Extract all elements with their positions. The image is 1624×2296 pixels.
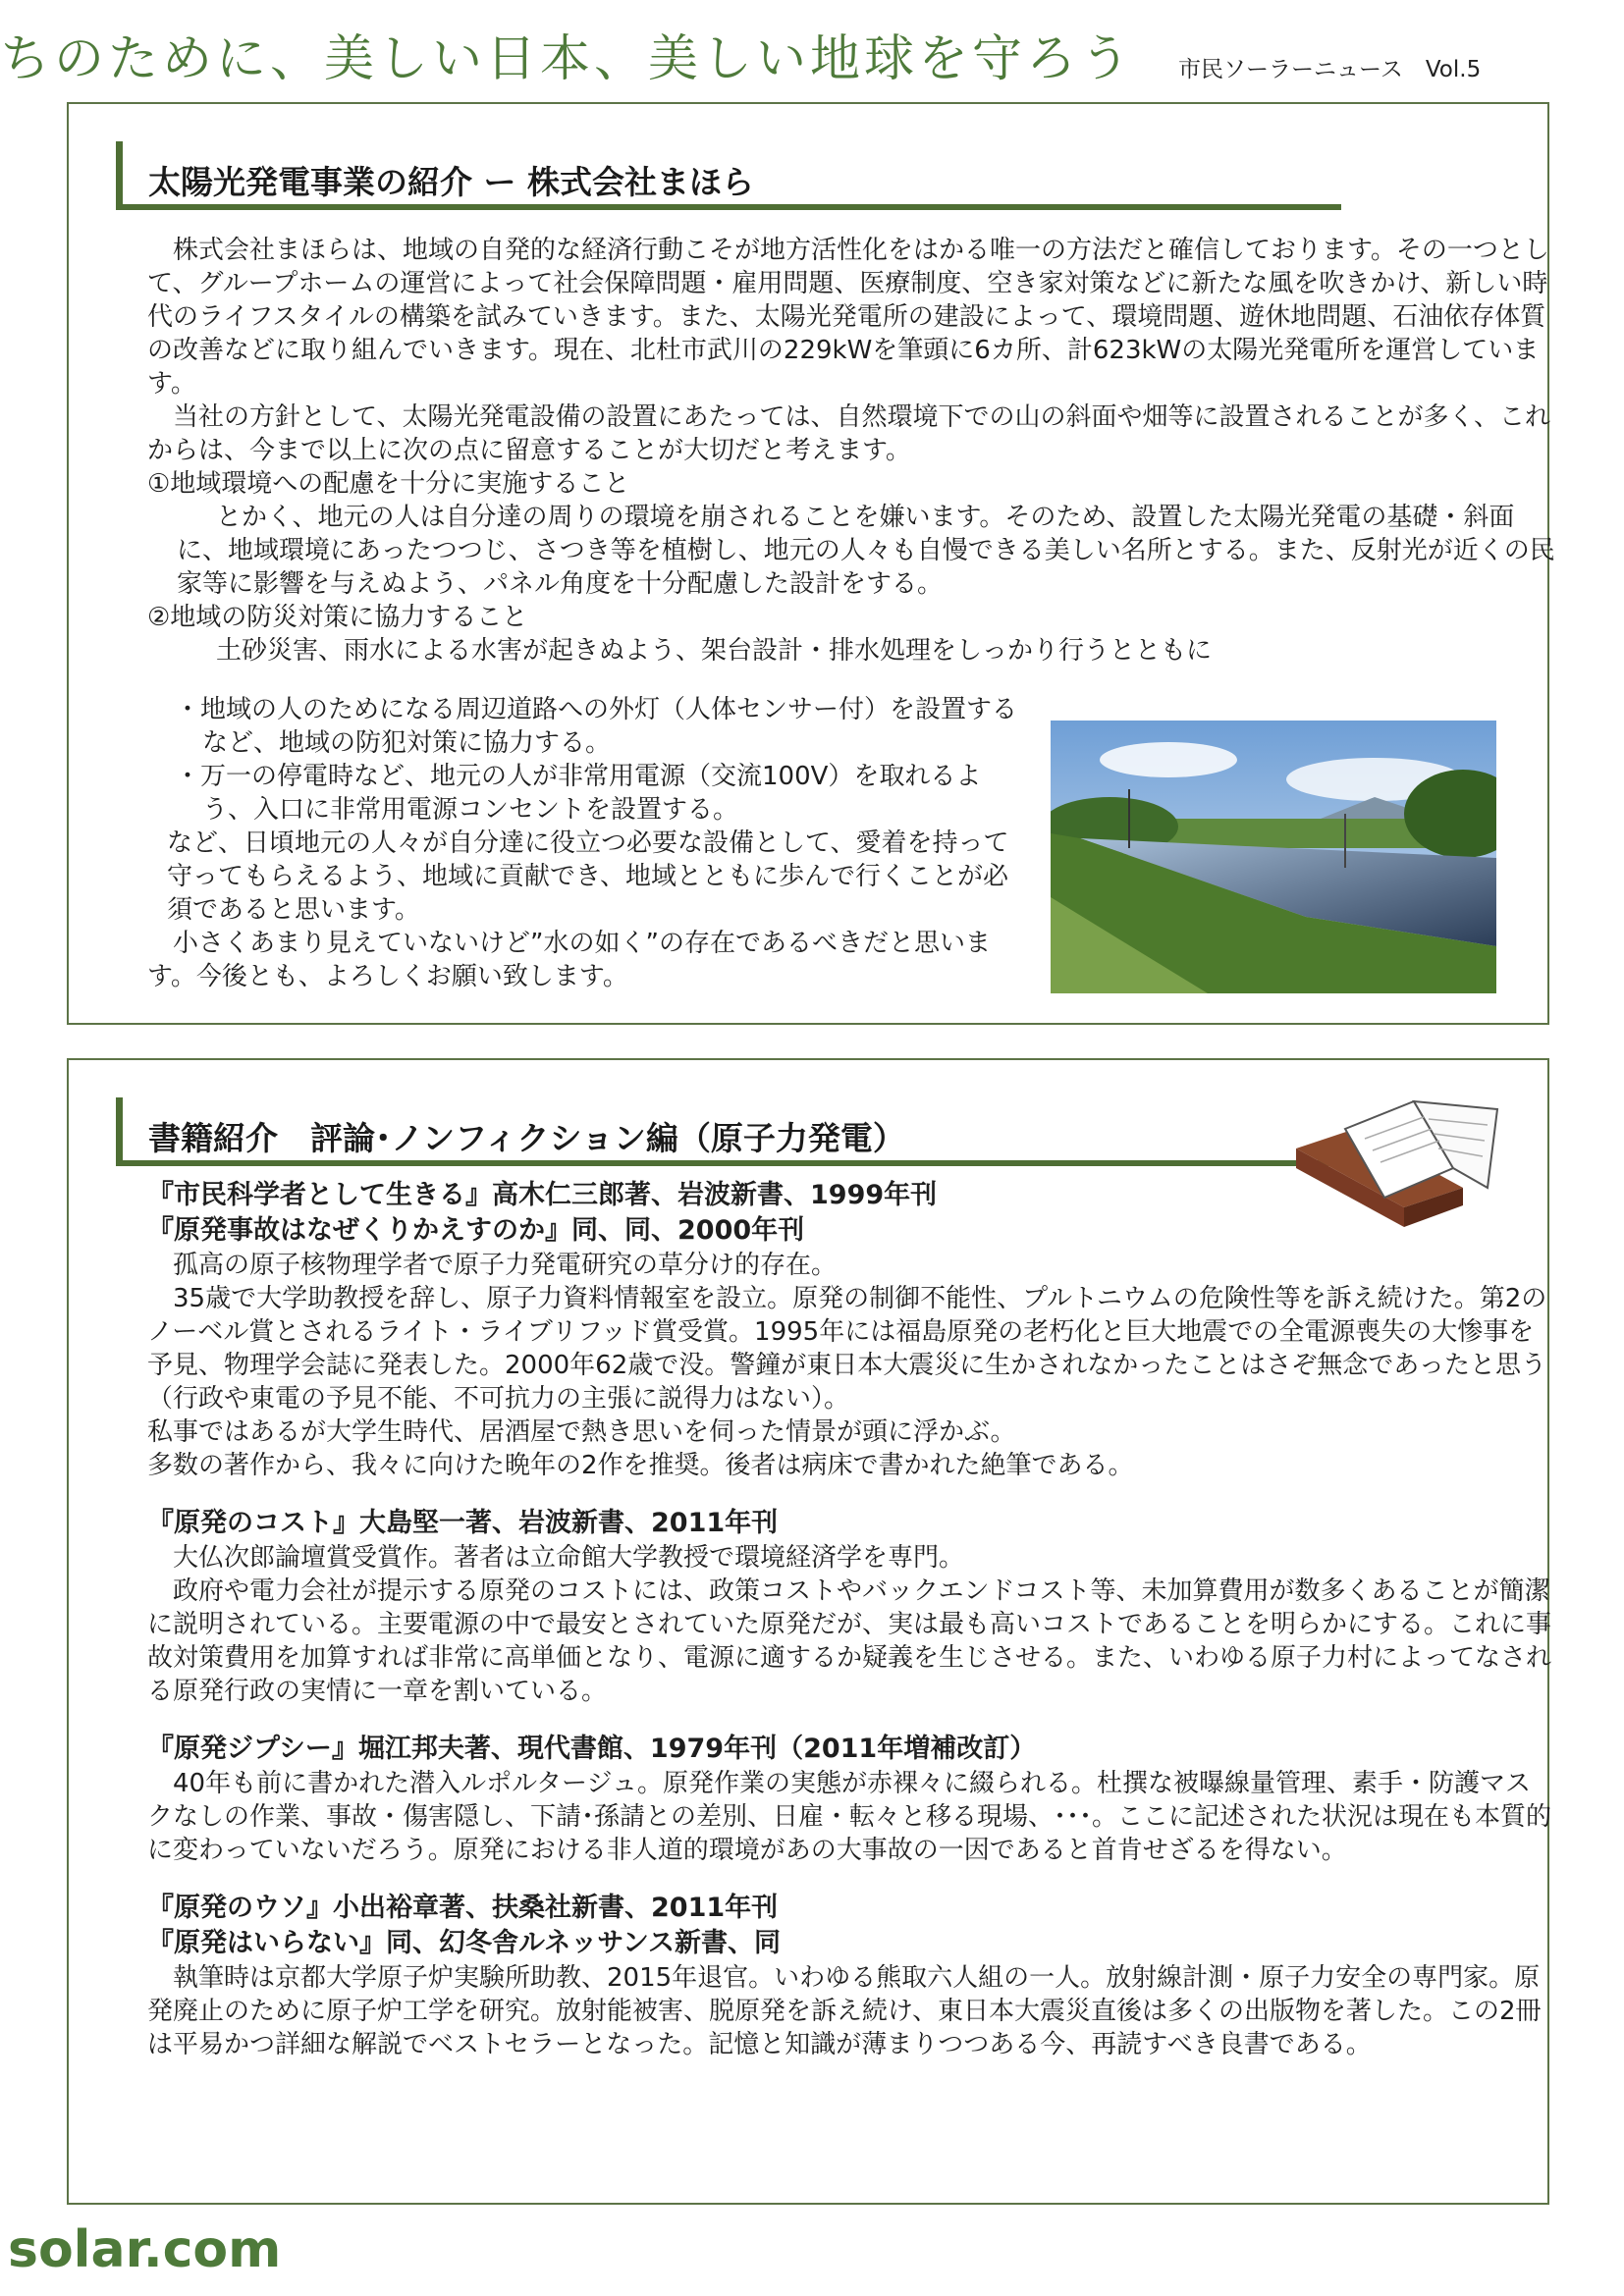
book-title: 『原発のウソ』小出裕章著、扶桑社新書、2011年刊 xyxy=(147,1893,779,1923)
review-line: 執筆時は京都大学原子炉実験所助教、2015年退官。いわゆる熊取六人組の一人。放射線計測・原子力安全の専門家。原発廃止のために原子炉工学を研究。放射能被害、脱原発を訴え続け、東日本大震災直後は多くの出版物を著した。この2冊は平易かつ詳細な解説でベストセラーとなった。記憶と知識が薄まりつつある今、再読すべき良書である。 xyxy=(147,1963,1542,2059)
book-list xyxy=(147,1178,1551,2061)
issue-label: 市民ソーラーニュース Vol.5 xyxy=(1178,57,1482,82)
book-title: 『原発事故はなぜくりかえすのか』同、同、2000年刊 xyxy=(147,1215,805,1246)
book-title: 『原発はいらない』同、幻冬舎ルネッサンス新書、同 xyxy=(147,1928,782,1958)
paragraph: 当社の方針として、太陽光発電設備の設置にあたっては、自然環境下での山の斜面や畑等に設置されることが多く、これからは、今まで以上に次の点に留意することが大切だと考えます。 xyxy=(147,402,1550,465)
list-heading: ①地域環境への配慮を十分に実施すること xyxy=(147,469,630,499)
book-entry xyxy=(147,1178,1551,1482)
list-body: 土砂災害、雨水による水害が起きぬよう、架台設計・排水処理をしっかり行うとともに xyxy=(216,636,1213,666)
paragraph: 小さくあまり見えていないけど”水の如く”の存在であるべきだと思います。今後とも、よろしくお願い致します。 xyxy=(147,929,991,991)
intro-text-bottom xyxy=(147,693,1031,993)
banner-slogan: ちのために、美しい日本、美しい地球を守ろう xyxy=(0,30,1135,88)
review-line: 孤高の原子核物理学者で原子力発電研究の草分け的存在。 xyxy=(173,1251,838,1280)
list-heading: ②地域の防災対策に協力すること xyxy=(147,603,528,632)
footer-site: solar.com xyxy=(8,2220,282,2279)
paragraph: 株式会社まほらは、地域の自発的な経済行動こそが地方活性化をはかる唯一の方法だと確信しております。その一つとして、グループホームの運営によって社会保障問題・雇用問題、医療制度、空き家対策などに新たな風を吹きかけ、新しい時代のライフスタイルの構築を試みていきます。また、太陽光発電所の建設によって、環境問題、遊休地問題、石油依存体質の改善などに取り組んでいきます。現在、北杜市武川の229kWを筆頭に6カ所、計623kWの太陽光発電所を運営しています。 xyxy=(147,236,1549,399)
bullet-item: ・万一の停電時など、地元の人が非常用電源（交流100V）を取れるよう、入口に非常用電源コンセントを設置する。 xyxy=(175,762,982,825)
review-line: 大仏次郎論壇賞受賞作。著者は立命館大学教授で環境経済学を専門。 xyxy=(173,1543,965,1573)
review-line: 政府や電力会社が提示する原発のコストには、政策コストやバックエンドコスト等、未加算費用が数多くあることが簡潔に説明されている。主要電源の中で最安とされていた原発だが、実は最も高いコストであることを明らかにする。これに事故対策費用を加算すれば非常に高単価となり、電源に適するか疑義を生じさせる。また、いわゆる原子力村によってなされる原発行政の実情に一章を割いている。 xyxy=(147,1576,1552,1706)
section-heading xyxy=(116,1097,1341,1166)
book-title: 『原発ジプシー』堀江邦夫著、現代書館、1979年刊（2011年増補改訂） xyxy=(147,1734,1037,1764)
book-title: 『市民科学者として生きる』高木仁三郎著、岩波新書、1999年刊 xyxy=(147,1180,938,1210)
paragraph: など、日頃地元の人々が自分達に役立つ必要な設備として、愛着を持って守ってもらえるよう、地域に貢献でき、地域とともに歩んで行くことが必須であると思います。 xyxy=(167,828,1009,925)
solar-farm-photo xyxy=(1051,721,1496,993)
review-line: 多数の著作から、我々に向けた晩年の2作を推奨。後者は病床で書かれた絶筆である。 xyxy=(147,1451,1134,1480)
company-intro-panel xyxy=(67,102,1555,1025)
book-entry xyxy=(147,1732,1551,1867)
book-entry xyxy=(147,1506,1551,1708)
section-heading xyxy=(116,141,1341,210)
book-review-panel xyxy=(67,1058,1552,2205)
review-line: 35歳で大学助教授を辞し、原子力資料情報室を設立。原発の制御不能性、プルトニウムの危険性等を訴え続けた。第2のノーベル賞とされるライト・ライブリフッド賞受賞。1995年には福島原発の老朽化と巨大地震での全電源喪失の大惨事を予見、物理学会誌に発表した。2000年62歳で没。警鐘が東日本大震災に生かされなかったことはさぞ無念であったと思う（行政や東電の予見不能、不可抗力の主張に説得力はない）。 xyxy=(147,1284,1547,1414)
review-line: 40年も前に書かれた潜入ルポルタージュ。原発作業の実態が赤裸々に綴られる。杜撰な被曝線量管理、素手・防護マスクなしの作業、事故・傷害隠し、下請･孫請との差別、日雇・転々と移る現場、･･･。ここに記述された状況は現在も本質的に変わっていないだろう。原発における非人道的環境があの大事故の一因であると首肯せざるを得ない。 xyxy=(147,1769,1552,1865)
section-title: 太陽光発電事業の紹介 ー 株式会社まほら xyxy=(148,163,754,201)
section-title: 書籍紹介 評論･ノンフィクション編（原子力発電） xyxy=(148,1119,905,1157)
review-line: 私事ではあるが大学生時代、居酒屋で熱き思いを伺った情景が頭に浮かぶ。 xyxy=(147,1417,1016,1447)
intro-text-top xyxy=(147,234,1561,667)
book-entry xyxy=(147,1891,1551,2061)
bullet-item: ・地域の人のためになる周辺道路への外灯（人体センサー付）を設置するなど、地域の防犯対策に協力する。 xyxy=(175,695,1018,758)
list-body: とかく、地元の人は自分達の周りの環境を崩されることを嫌います。そのため、設置した太陽光発電の基礎・斜面に、地域環境にあったつつじ、さつき等を植樹し、地元の人々も自慢できる美しい名所とする。また、反射光が近くの民家等に影響を与えぬよう、パネル角度を十分配慮した設計をする。 xyxy=(177,503,1555,599)
book-title: 『原発のコスト』大島堅一著、岩波新書、2011年刊 xyxy=(147,1508,779,1538)
